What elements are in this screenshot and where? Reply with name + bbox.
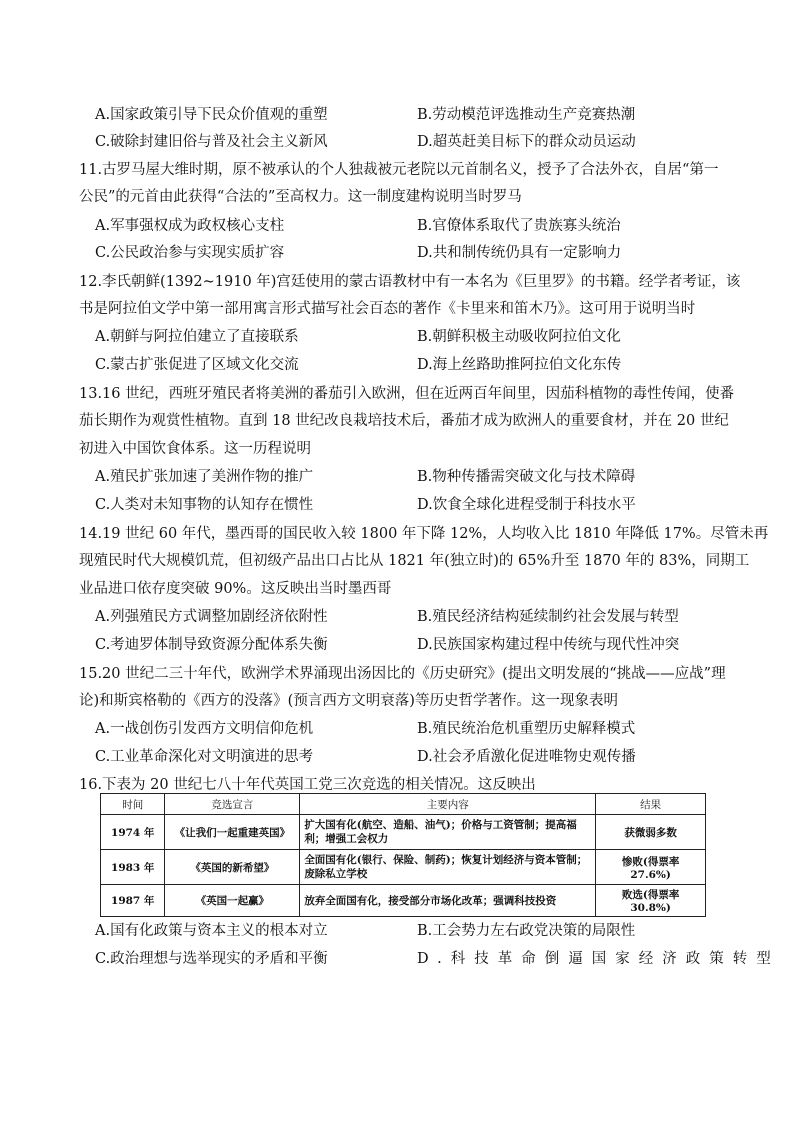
q10-option-b[interactable]: B.劳动模范评选推动生产竞赛热潮 — [417, 107, 636, 123]
q13-option-d[interactable]: D.饮食全球化进程受制于科技水平 — [417, 497, 636, 513]
q10-option-a[interactable]: A.国家政策引导下民众价值观的重塑 — [95, 107, 328, 123]
row-manifesto: 《让我们一起重建英国》 — [165, 815, 300, 850]
row-year: 1983 年 — [101, 850, 165, 885]
q13-stem-line2: 茄长期作为观赏性植物。直到 18 世纪改良栽培技术后，番茄才成为欧洲人的重要食材，并在 20 世纪 — [79, 413, 729, 429]
row-content: 全面国有化(银行、保险、制药)；恢复计划经济与资本管制；废除私立学校 — [300, 850, 596, 885]
q14-option-c[interactable]: C.考迪罗体制导致资源分配体系失衡 — [95, 637, 328, 653]
q16-table — [100, 793, 706, 917]
q12-stem-line1: 12.李氏朝鲜(1392~1910 年)宫廷使用的蒙古语教材中有一本名为《巨里罗》的书籍。经学者考证，该 — [79, 274, 741, 290]
q15-option-d[interactable]: D.社会矛盾激化促进唯物史观传播 — [417, 749, 636, 765]
q13-option-c[interactable]: C.人类对未知事物的认知存在惯性 — [95, 497, 314, 513]
q15-option-a[interactable]: A.一战创伤引发西方文明信仰危机 — [95, 721, 314, 737]
header-manifesto: 竞选宣言 — [165, 794, 300, 815]
q12-stem-line2: 书是阿拉伯文学中第一部用寓言形式描写社会百态的著作《卡里来和笛木乃》。这可用于说明当时 — [79, 301, 696, 317]
q16-option-a[interactable]: A.国有化政策与资本主义的根本对立 — [95, 923, 328, 939]
q15-stem-line1: 15.20 世纪二三十年代，欧洲学术界涌现出汤因比的《历史研究》(提出文明发展的“挑战——应战”理 — [79, 666, 726, 682]
q13-stem-line1: 13.16 世纪，西班牙殖民者将美洲的番茄引入欧洲，但在近两百年间里，因茄科植物的毒性传闻，使番 — [79, 386, 735, 402]
q14-option-b[interactable]: B.殖民经济结构延续制约社会发展与转型 — [417, 609, 679, 625]
q13-stem-line3: 初进入中国饮食体系。这一历程说明 — [79, 441, 311, 457]
row-content: 扩大国有化(航空、造船、油气)；价格与工资管制；提高福利；增强工会权力 — [300, 815, 596, 850]
q11-stem-line1: 11.古罗马屋大维时期，原不被承认的个人独裁被元老院以元首制名义，授予了合法外衣，自居“第一 — [79, 162, 719, 178]
q14-stem-line1: 14.19 世纪 60 年代，墨西哥的国民收入较 1800 年下降 12%，人均收入比 1810 年降低 17%。尽管未再 — [79, 526, 769, 542]
row-year: 1974 年 — [101, 815, 165, 850]
table-header-row — [101, 794, 706, 815]
row-result: 惨败(得票率 27.6%) — [596, 850, 706, 885]
header-content: 主要内容 — [300, 794, 596, 815]
q12-option-a[interactable]: A.朝鲜与阿拉伯建立了直接联系 — [95, 329, 299, 345]
q16-stem: 16.下表为 20 世纪七八十年代英国工党三次竞选的相关情况。这反映出 — [79, 777, 536, 793]
q11-option-d[interactable]: D.共和制传统仍具有一定影响力 — [417, 245, 622, 261]
row-content: 放弃全面国有化，接受部分市场化改革；强调科技投资 — [300, 885, 596, 917]
table-row — [101, 815, 706, 850]
row-result: 败选(得票率 30.8%) — [596, 885, 706, 917]
q11-stem-line2: 公民”的元首由此获得“合法的”至高权力。这一制度建构说明当时罗马 — [79, 189, 522, 205]
q11-option-b[interactable]: B.官僚体系取代了贵族寡头统治 — [417, 218, 621, 234]
q14-stem-line3: 业品进口依存度突破 90%。这反映出当时墨西哥 — [79, 581, 392, 597]
q12-option-d[interactable]: D.海上丝路助推阿拉伯文化东传 — [417, 357, 622, 373]
row-manifesto: 《英国的新希望》 — [165, 850, 300, 885]
table-row — [101, 885, 706, 917]
q10-option-d[interactable]: D.超英赶美目标下的群众动员运动 — [417, 134, 636, 150]
q15-stem-line2: 论)和斯宾格勒的《西方的没落》(预言西方文明衰落)等历史哲学著作。这一现象表明 — [79, 693, 618, 709]
q11-option-a[interactable]: A.军事强权成为政权核心支柱 — [95, 218, 285, 234]
q15-option-b[interactable]: B.殖民统治危机重塑历史解释模式 — [417, 721, 636, 737]
q15-option-c[interactable]: C.工业革命深化对文明演进的思考 — [95, 749, 314, 765]
q12-option-b[interactable]: B.朝鲜积极主动吸收阿拉伯文化 — [417, 329, 621, 345]
q13-option-b[interactable]: B.物种传播需突破文化与技术障碍 — [417, 469, 636, 485]
q10-option-c[interactable]: C.破除封建旧俗与普及社会主义新风 — [95, 134, 328, 150]
q12-option-c[interactable]: C.蒙古扩张促进了区域文化交流 — [95, 357, 299, 373]
q13-option-a[interactable]: A.殖民扩张加速了美洲作物的推广 — [95, 469, 314, 485]
q16-option-c[interactable]: C.政治理想与选举现实的矛盾和平衡 — [95, 951, 328, 967]
q16-option-d[interactable]: D.科技革命倒逼国家经济政策转型 — [417, 951, 780, 967]
q11-option-c[interactable]: C.公民政治参与实现实质扩容 — [95, 245, 285, 261]
row-year: 1987 年 — [101, 885, 165, 917]
table-row — [101, 850, 706, 885]
q14-stem-line2: 现殖民时代大规模饥荒，但初级产品出口占比从 1821 年(独立时)的 65%升至 1870 年的 83%，同期工 — [79, 553, 750, 569]
q16-option-b[interactable]: B.工会势力左右政党决策的局限性 — [417, 923, 636, 939]
header-result: 结果 — [596, 794, 706, 815]
row-result: 获微弱多数 — [596, 815, 706, 850]
row-manifesto: 《英国一起赢》 — [165, 885, 300, 917]
q14-option-d[interactable]: D.民族国家构建过程中传统与现代性冲突 — [417, 637, 680, 653]
q14-option-a[interactable]: A.列强殖民方式调整加剧经济依附性 — [95, 609, 328, 625]
header-time: 时间 — [101, 794, 165, 815]
